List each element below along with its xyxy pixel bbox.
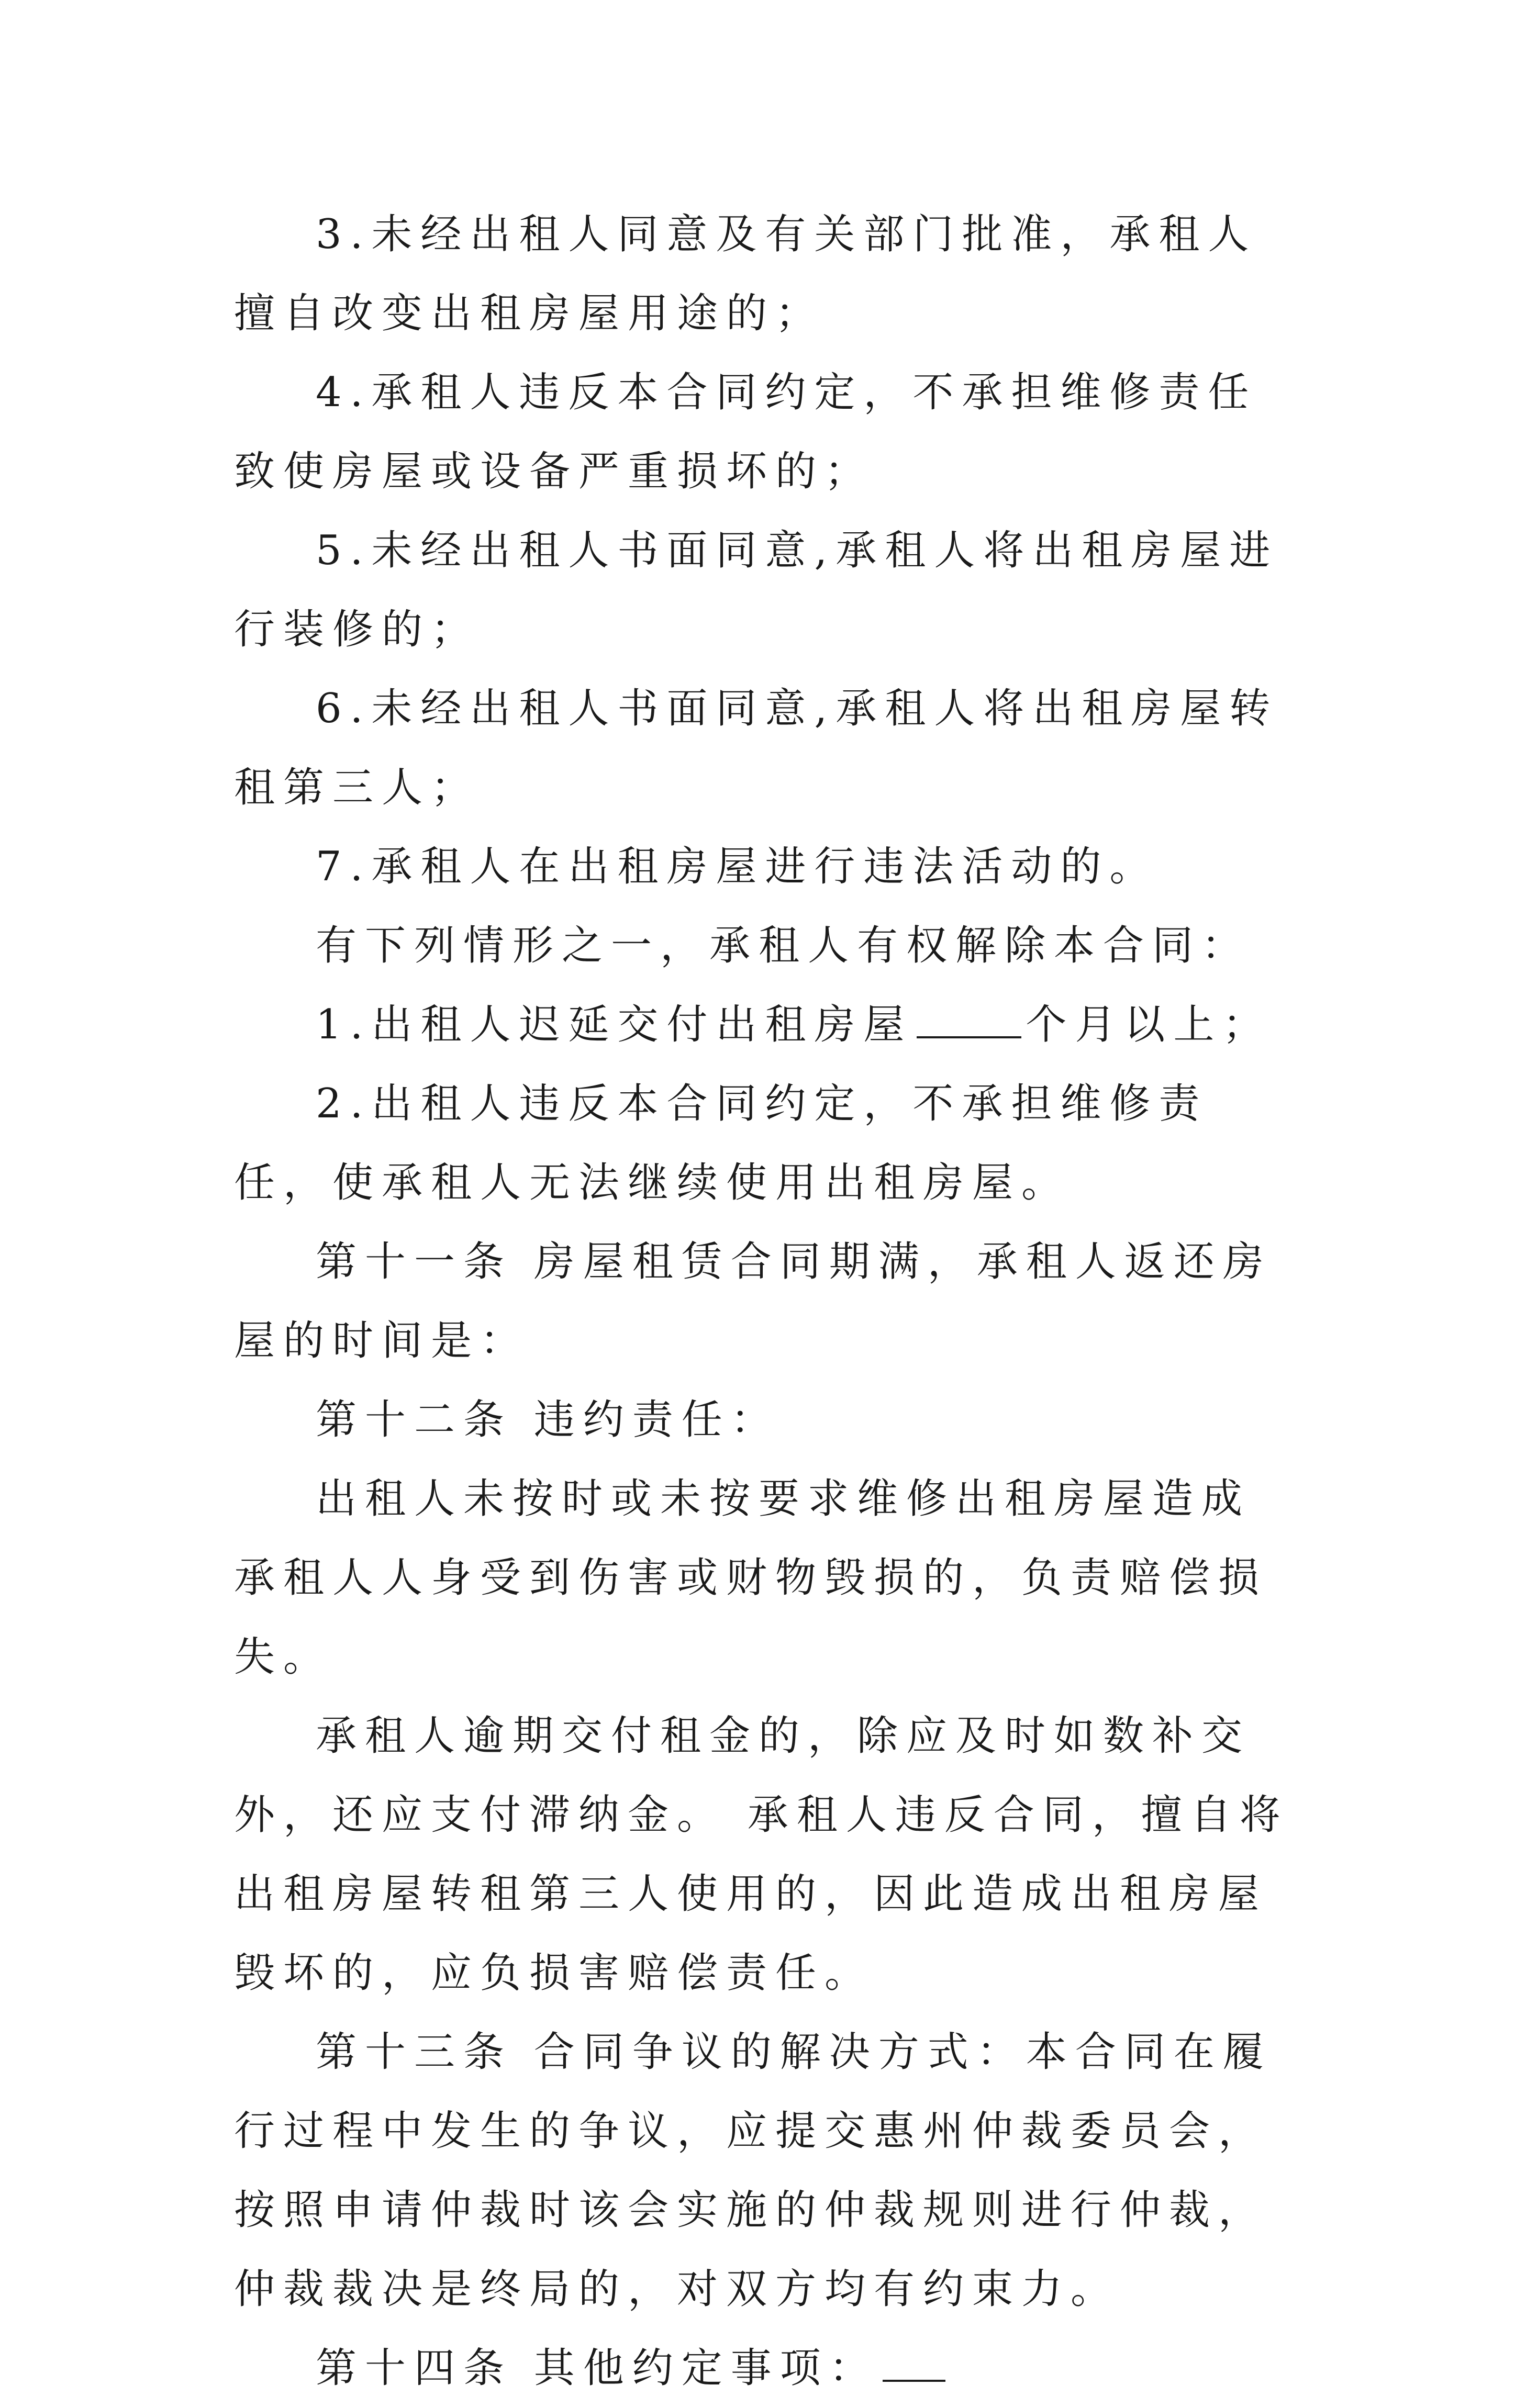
- article-13: 第十三条 合同争议的解决方式：本合同在履行过程中发生的争议，应提交惠州仲裁委员会，按照申请仲裁时该会实施的仲裁规则进行仲裁，仲裁裁决是终局的，对双方均有约束力。: [234, 2029, 1272, 2313]
- article-11: 第十一条 房屋租赁合同期满，承租人返还房屋的时间是：: [234, 1238, 1272, 1364]
- clause-item-3: 3.未经出租人同意及有关部门批准，承租人擅自改变出租房屋用途的；: [234, 211, 1257, 337]
- tenant-termination-item-2: 2.出租人违反本合同约定，不承担维修责任，使承租人无法继续使用出租房屋。: [234, 1080, 1208, 1206]
- article-12-tenant-liability: 承租人逾期交付租金的，除应及时如数补交外，还应支付滞纳金。 承租人违反合同，擅自将出租房屋转租第三人使用的，因此造成出租房屋毁坏的，应负损害赔偿责任。: [234, 1712, 1289, 1997]
- clause-item-7: 7.承租人在出租房屋进行违法活动的。: [316, 843, 1159, 890]
- clause-item-5: 5.未经出租人书面同意,承租人将出租房屋进行装修的；: [234, 527, 1279, 653]
- article-12-heading: 第十二条 违约责任：: [316, 1396, 780, 1443]
- article-14-text: 第十四条 其他约定事项：: [316, 2345, 878, 2392]
- clause-item-4: 4.承租人违反本合同约定，不承担维修责任致使房屋或设备严重损坏的；: [234, 369, 1257, 495]
- contract-body: [234, 195, 1291, 2408]
- months-blank: [917, 1000, 1021, 1038]
- clause-item-6: 6.未经出租人书面同意,承租人将出租房屋转租第三人；: [234, 685, 1279, 811]
- tenant-termination-item-1: [234, 985, 1291, 1065]
- item-1-suffix: 个月以上；: [1026, 1001, 1272, 1048]
- item-1-text: 1.出租人迟延交付出租房屋: [316, 1001, 913, 1048]
- article-12-landlord-liability: 出租人未按时或未按要求维修出租房屋造成承租人人身受到伤害或财物毁损的，负责赔偿损失。: [234, 1475, 1268, 1681]
- tenant-termination-heading: 有下列情形之一，承租人有权解除本合同：: [316, 922, 1251, 969]
- article-14: [234, 2329, 1291, 2408]
- other-matters-blank: [883, 2343, 945, 2382]
